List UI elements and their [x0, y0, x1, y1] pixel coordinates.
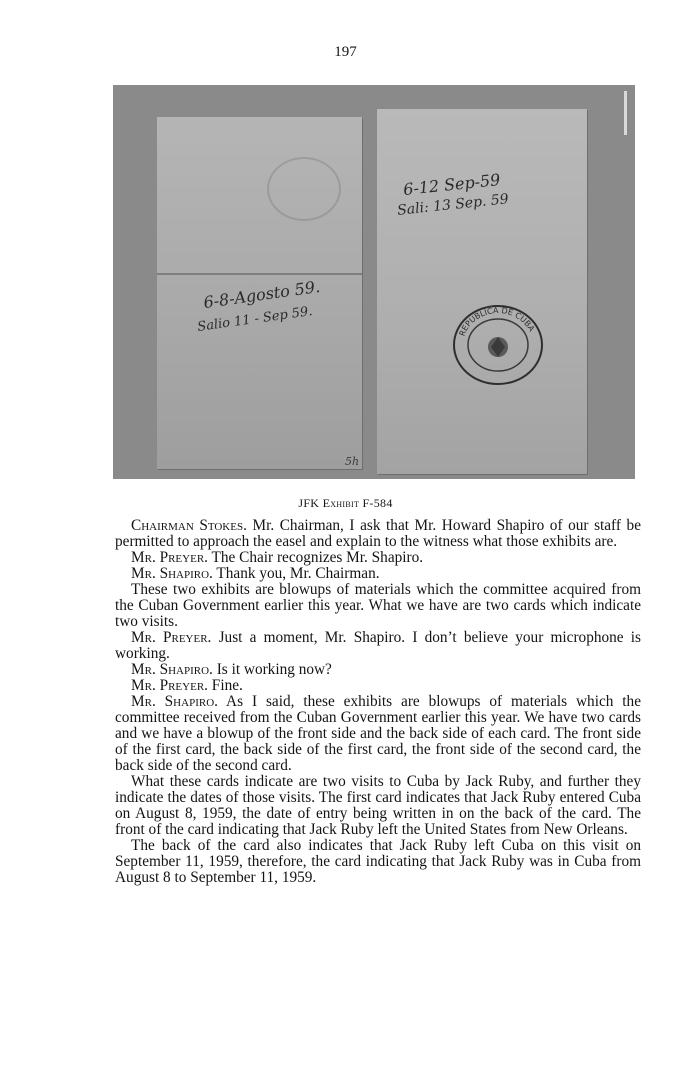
left-card-exit-date: Salio 11 - Sep 59. — [196, 304, 314, 335]
right-card — [377, 109, 587, 474]
seal-text: REPUBLICA DE CUBA — [457, 305, 537, 338]
caption-number: F-584 — [362, 496, 393, 510]
speech-text: The Chair recognizes Mr. Shapiro. — [207, 549, 424, 566]
caption-prefix: JFK — [298, 496, 320, 510]
faint-stamp-impression — [267, 157, 341, 221]
speech-text: These two exhibits are blowups of materials which the committee acquired from the Cuban Government earlier this year. What we have are two cards which indicate two visits. — [115, 581, 641, 630]
transcript-paragraph — [115, 582, 641, 630]
transcript-body — [115, 518, 641, 886]
speaker-name: Mr. Shapiro. — [131, 565, 213, 582]
photo-edge-mark — [624, 91, 627, 135]
page-number: 197 — [334, 44, 357, 60]
speech-text: What these cards indicate are two visits to Cuba by Jack Ruby, and further they indicate the dates of those visits. The first card indicates that Jack Ruby entered Cuba on August 8, 1959, the date of entry being written in on the back of the card. The front of the card indicating that Jack Ruby left the United States from New Orleans. — [115, 773, 641, 838]
photo-corner-mark: 5h — [345, 455, 360, 468]
speaker-name: Chairman Stokes. — [131, 517, 247, 534]
exhibit-photo — [113, 85, 635, 479]
transcript-paragraph — [115, 566, 641, 582]
caption-exhibit-word: Exhibit — [322, 496, 360, 510]
left-card-entry-date: 6-8-Agosto 59. — [202, 276, 322, 313]
speaker-name: Mr. Preyer. — [131, 549, 208, 566]
exhibit-caption — [0, 496, 691, 511]
speaker-name: Mr. Shapiro. — [131, 661, 213, 678]
speaker-name: Mr. Preyer. — [131, 629, 212, 646]
card-fold-line — [157, 273, 362, 275]
speech-text: As I said, these exhibits are blowups of materials which the committee received from the Cuban Government earlier this year. We have two cards and we have a blowup of the front side and the back side of each card. The front side of the first card, the back side of the first card, the front side of the second card, the back side of the second card. — [115, 693, 641, 774]
speech-text: The back of the card also indicates that Jack Ruby left Cuba on this visit on September 11, 1959, therefore, the card indicating that Jack Ruby was in Cuba from August 8 to September 11, 1959. — [115, 837, 641, 886]
speech-text: Fine. — [207, 677, 243, 694]
transcript-paragraph — [115, 694, 641, 774]
speaker-name: Mr. Shapiro. — [131, 693, 218, 710]
transcript-paragraph — [115, 630, 641, 662]
cuba-seal-stamp — [451, 303, 545, 387]
speech-text: Is it working now? — [212, 661, 332, 678]
speech-text: Thank you, Mr. Chairman. — [212, 565, 380, 582]
transcript-paragraph — [115, 550, 641, 566]
transcript-paragraph — [115, 774, 641, 838]
right-card-entry-date: 6-12 Sep-59 — [402, 169, 502, 200]
speech-text: Just a moment, Mr. Shapiro. I don’t believe your microphone is working. — [115, 629, 641, 662]
right-card-exit-date: Sali: 13 Sep. 59 — [396, 191, 510, 219]
transcript-paragraph — [115, 678, 641, 694]
transcript-paragraph — [115, 662, 641, 678]
transcript-paragraph — [115, 838, 641, 886]
transcript-paragraph — [115, 518, 641, 550]
speaker-name: Mr. Preyer. — [131, 677, 208, 694]
left-card — [157, 117, 362, 469]
speech-text: Mr. Chairman, I ask that Mr. Howard Shapiro of our staff be permitted to approach the easel and explain to the witness what those exhibits are. — [115, 517, 641, 550]
